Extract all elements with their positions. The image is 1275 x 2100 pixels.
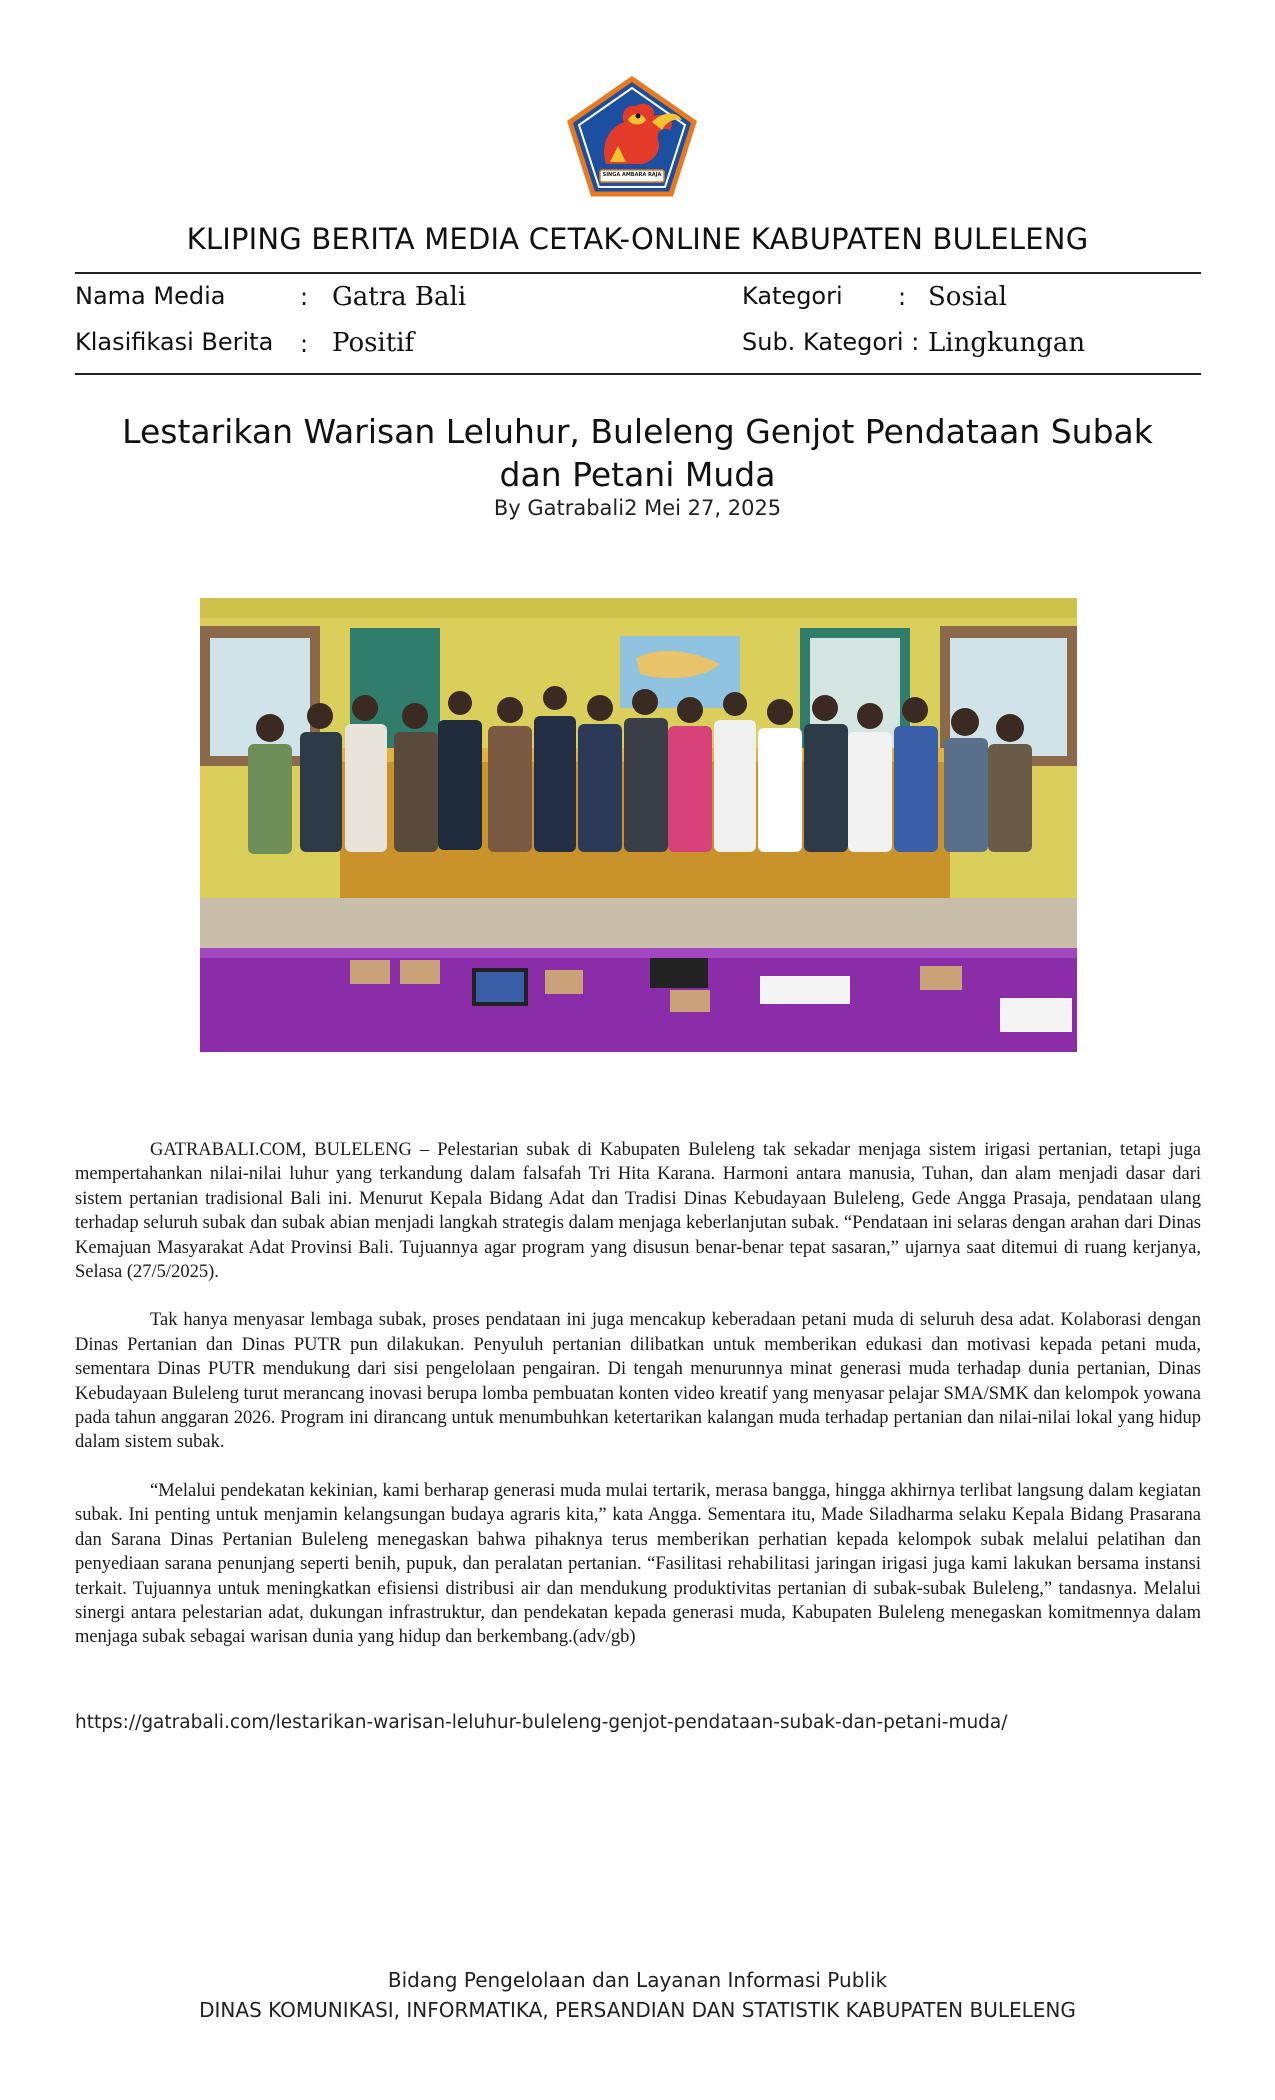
- media-name-label: Nama Media: [75, 282, 226, 310]
- article-body: [75, 1138, 1201, 1674]
- category-value: Sosial: [928, 282, 1007, 312]
- classification-value: Positif: [332, 328, 415, 358]
- footer-agency: DINAS KOMUNIKASI, INFORMATIKA, PERSANDIAN DAN STATISTIK KABUPATEN BULELENG: [199, 1998, 1076, 2022]
- classification-colon: :: [300, 330, 309, 358]
- classification-label: Klasifikasi Berita: [75, 328, 274, 356]
- header-divider-top: [75, 272, 1201, 274]
- source-url[interactable]: https://gatrabali.com/lestarikan-warisan-leluhur-buleleng-genjot-pendataan-subak-dan-petani-muda/: [75, 1712, 1008, 1733]
- article-paragraph: GATRABALI.COM, BULELENG – Pelestarian subak di Kabupaten Buleleng tak sekadar menjaga sistem irigasi pertanian, tetapi juga mempertahankan nilai-nilai luhur yang terkandung dalam falsafah Tri Hita Karana. Harmoni antara manusia, Tuhan, dan alam menjadi dasar dari sistem pertanian tradisional Bali ini. Menurut Kepala Bidang Adat dan Tradisi Dinas Kebudayaan Buleleng, Gede Angga Prasaja, pendataan ulang terhadap seluruh subak dan subak abian menjadi langkah strategis dalam menjaga keberlanjutan subak. “Pendataan ini selaras dengan arahan dari Dinas Kemajuan Masyarakat Adat Provinsi Bali. Tujuannya agar program yang disusun benar-benar tepat sasaran,” ujarnya saat ditemui di ruang kerjanya, Selasa (27/5/2025).: [75, 1140, 1201, 1283]
- category-colon: :: [898, 283, 907, 311]
- header-divider-bottom: [75, 373, 1201, 375]
- article-paragraph: Tak hanya menyasar lembaga subak, proses pendataan ini juga mencakup keberadaan petani muda di seluruh desa adat. Kolaborasi dengan Dinas Pertanian dan Dinas PUTR pun dilakukan. Penyuluh pertanian dilibatkan untuk memberikan edukasi dan motivasi kepada petani muda, sementara Dinas PUTR mendukung dari sisi pengelolaan pengairan. Di tengah menurunnya minat generasi muda terhadap dunia pertanian, Dinas Kebudayaan Buleleng turut merancang inovasi berupa lomba pembuatan konten video kreatif yang menyasar pelajar SMA/SMK dan kelompok yowana pada tahun anggaran 2026. Program ini dirancang untuk menumbuhkan ketertarikan kalangan muda terhadap pertanian dan nilai-nilai lokal yang hidup dalam sistem subak.: [75, 1310, 1201, 1453]
- emblem-motto: SINGA AMBARA RAJA: [602, 172, 662, 178]
- article-photo: [200, 598, 1077, 1052]
- media-name-colon: :: [300, 283, 309, 311]
- sub-category-label: Sub. Kategori :: [742, 328, 920, 356]
- sub-category-value: Lingkungan: [928, 328, 1086, 358]
- article-byline: By Gatrabali2 Mei 27, 2025: [493, 496, 782, 520]
- category-label: Kategori: [742, 282, 843, 310]
- media-name-value: Gatra Bali: [332, 282, 467, 312]
- article-title: Lestarikan Warisan Leluhur, Buleleng Genjot Pendataan Subak dan Petani Muda: [122, 412, 1153, 494]
- buleleng-regency-emblem-icon: [566, 76, 698, 198]
- article-paragraph: “Melalui pendekatan kekinian, kami berharap generasi muda mulai tertarik, merasa bangga, hingga akhirnya terlibat langsung dalam kegiatan subak. Ini penting untuk menjamin kelangsungan budaya agraris kita,” kata Angga. Sementara itu, Made Siladharma selaku Kepala Bidang Prasarana dan Sarana Dinas Pertanian Buleleng menegaskan bahwa pihaknya terus memberikan perhatian kepada kelompok subak melalui pelatihan dan penyediaan sarana penunjang seperti benih, pupuk, dan peralatan pertanian. “Fasilitasi rehabilitasi jaringan irigasi juga kami lakukan bersama instansi terkait. Tujuannya untuk meningkatkan efisiensi distribusi air dan mendukung produktivitas pertanian di subak-subak Buleleng,” tandasnya. Melalui sinergi antara pelestarian adat, dukungan infrastruktur, dan pendekatan kepada generasi muda, Kabupaten Buleleng menegaskan komitmennya dalam menjaga subak sebagai warisan dunia yang hidup dan berkembang.(adv/gb): [75, 1480, 1201, 1648]
- footer-department: Bidang Pengelolaan dan Layanan Informasi Publik: [387, 1968, 888, 1992]
- clipping-header-title: KLIPING BERITA MEDIA CETAK-ONLINE KABUPATEN BULELENG: [186, 222, 1089, 256]
